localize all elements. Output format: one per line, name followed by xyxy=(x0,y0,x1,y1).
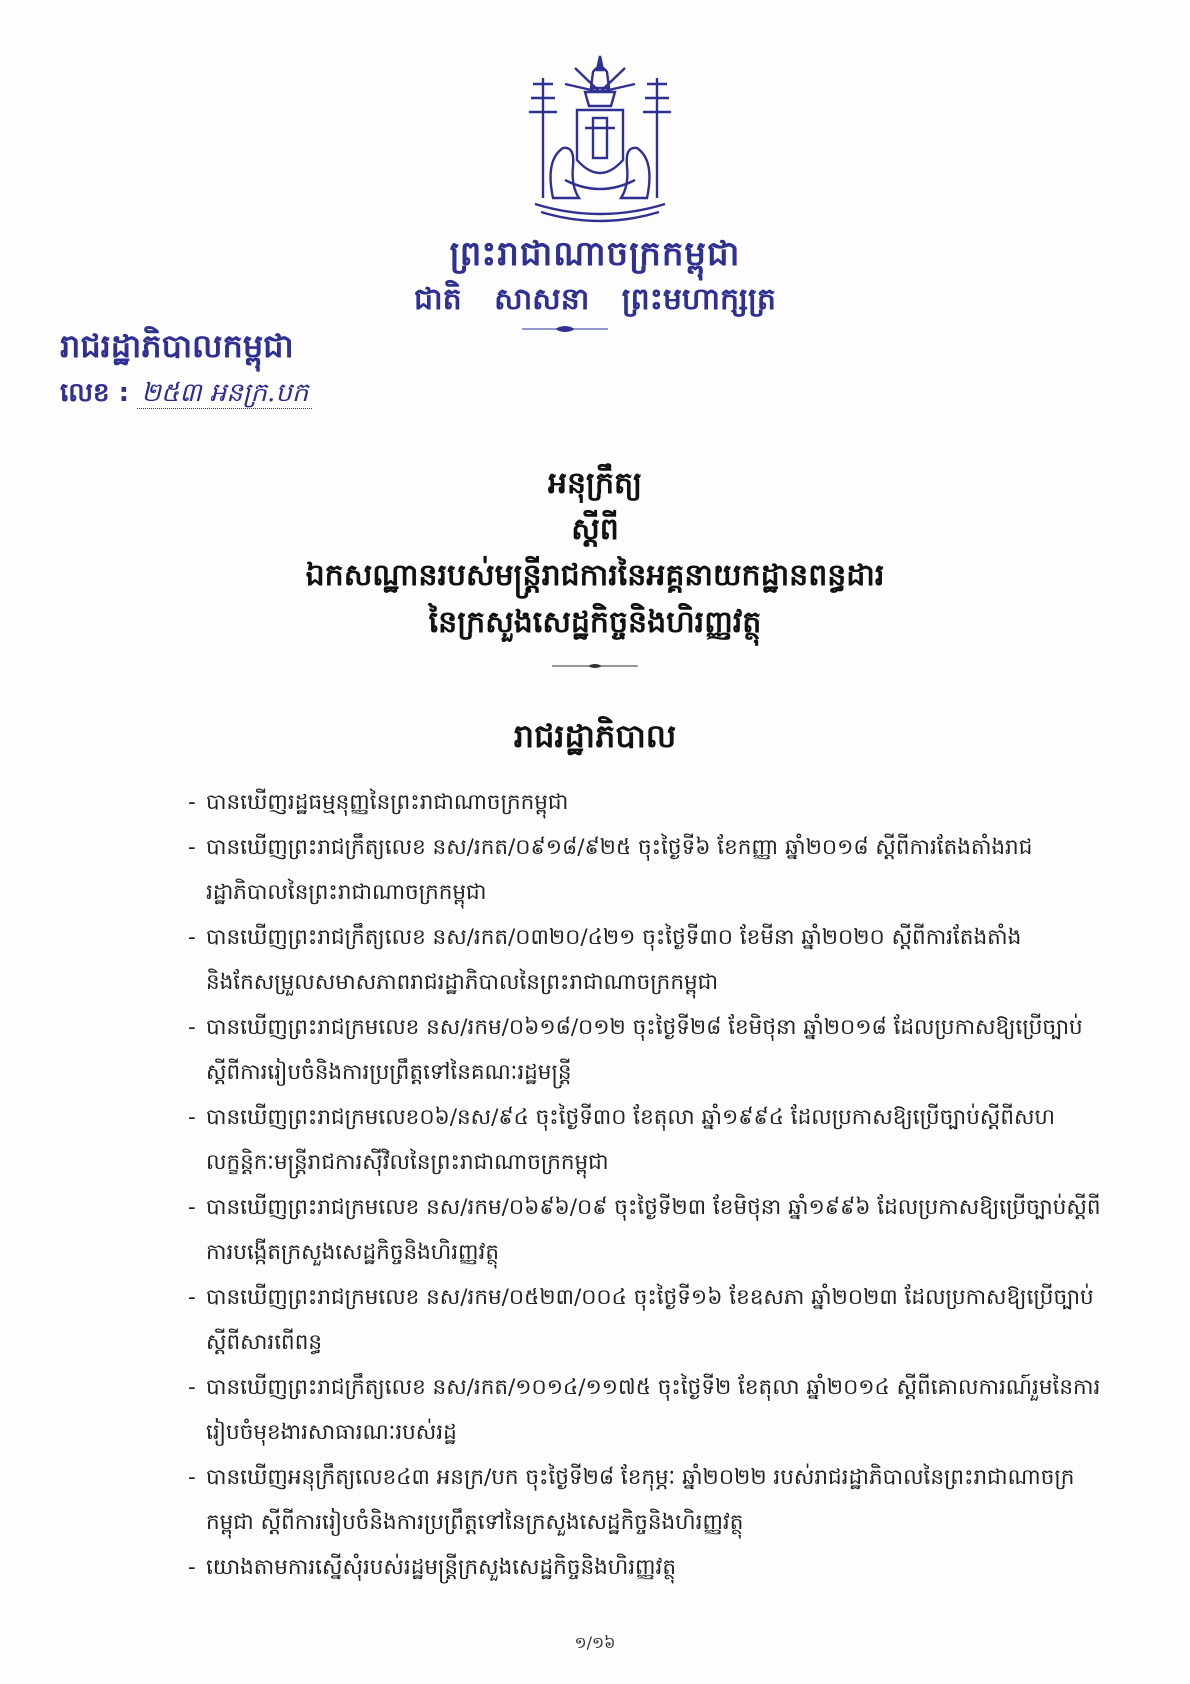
royal-arms-emblem-icon xyxy=(505,48,695,228)
document-number xyxy=(60,376,312,414)
clause-item: - បានឃើញព្រះរាជក្រមលេខ នស/រកម/០៥២៣/០០៤ ចុះថ្ងៃទី១៦ ខែឧសភា ឆ្នាំ២០២៣ ដែលប្រកាសឱ្យប្រើច្បាប់ស្តីពីសារពើពន្ធ xyxy=(188,1275,1108,1365)
number-value: ២៥៣ អនក្រ.បក xyxy=(137,378,312,409)
clause-item: - បានឃើញព្រះរាជក្រមលេខ០៦/នស/៩៤ ចុះថ្ងៃទី៣០ ខែតុលា ឆ្នាំ១៩៩៤ ដែលប្រកាសឱ្យប្រើច្បាប់ស្តីពីសហលក្ខន្តិកៈមន្ត្រីរាជការស៊ីវិលនៃព្រះរាជាណាចក្រកម្ពុជា xyxy=(188,1095,1108,1185)
preamble-clauses xyxy=(188,780,1108,1590)
clause-item: - បានឃើញព្រះរាជក្រឹត្យលេខ នស/រកត/០៣២០/៤២១ ចុះថ្ងៃទី៣០ ខែមីនា ឆ្នាំ២០២០ ស្តីពីការតែងតាំងនិងកែសម្រួលសមាសភាពរាជរដ្ឋាភិបាលនៃព្រះរាជាណាចក្រកម្ពុជា xyxy=(188,915,1108,1005)
ornament-divider-icon xyxy=(520,324,610,334)
clause-item: - បានឃើញព្រះរាជក្រឹត្យលេខ នស/រកត/១០១៤/១១៧៥ ចុះថ្ងៃទី២ ខែតុលា ឆ្នាំ២០១៤ ស្តីពីគោលការណ៍រួមនៃការរៀបចំមុខងារសាធារណៈរបស់រដ្ឋ xyxy=(188,1365,1108,1455)
clause-item: - បានឃើញព្រះរាជក្រឹត្យលេខ នស/រកត/០៩១៨/៩២៥ ចុះថ្ងៃទី៦ ខែកញ្ញា ឆ្នាំ២០១៨ ស្តីពីការតែងតាំងរាជរដ្ឋាភិបាលនៃព្រះរាជាណាចក្រកម្ពុជា xyxy=(188,825,1108,915)
clause-item: - យោងតាមការស្នើសុំរបស់រដ្ឋមន្ត្រីក្រសួងសេដ្ឋកិច្ចនិងហិរញ្ញវត្ថុ xyxy=(188,1545,1108,1590)
kingdom-name: ព្រះរាជាណាចក្រកម្ពុជា xyxy=(449,234,741,274)
clause-item: - បានឃើញរដ្ឋធម្មនុញ្ញនៃព្រះរាជាណាចក្រកម្ពុជា xyxy=(188,780,1108,825)
document-about: ស្ដីពី xyxy=(571,512,619,547)
issuing-authority: រាជរដ្ឋាភិបាលកម្ពុជា xyxy=(60,327,294,365)
clause-item: - បានឃើញអនុក្រឹត្យលេខ៤៣ អនក្រ/បក ចុះថ្ងៃទី២៨ ខែកុម្ភៈ ឆ្នាំ២០២២ របស់រាជរដ្ឋាភិបាលនៃព្រះរាជាណាចក្រកម្ពុជា ស្តីពីការរៀបចំនិងការប្រព្រឹត្តទៅនៃក្រសួងសេដ្ឋកិច្ចនិងហិរញ្ញវត្ថុ xyxy=(188,1455,1108,1545)
clause-item: - បានឃើញព្រះរាជក្រមលេខ នស/រកម/០៦៩៦/០៩ ចុះថ្ងៃទី២៣ ខែមិថុនា ឆ្នាំ១៩៩៦ ដែលប្រកាសឱ្យប្រើច្បាប់ស្តីពីការបង្កើតក្រសួងសេដ្ឋកិច្ចនិងហិរញ្ញវត្ថុ xyxy=(188,1185,1108,1275)
document-title-line-2: នៃក្រសួងសេដ្ឋកិច្ចនិងហិរញ្ញវត្ថុ xyxy=(428,605,762,640)
authority-heading: រាជរដ្ឋាភិបាល xyxy=(513,717,677,755)
document-title-line-1: ឯកសណ្ឋានរបស់មន្ត្រីរាជការនៃអគ្គនាយកដ្ឋានពន្ធដារ xyxy=(305,558,885,593)
national-motto: ជាតិ សាសនា ព្រះមហាក្សត្រ xyxy=(414,282,776,317)
document-type: អនុក្រឹត្យ xyxy=(547,466,643,501)
clause-item: - បានឃើញព្រះរាជក្រមលេខ នស/រកម/០៦១៨/០១២ ចុះថ្ងៃទី២៨ ខែមិថុនា ឆ្នាំ២០១៨ ដែលប្រកាសឱ្យប្រើច្បាប់ស្តីពីការរៀបចំនិងការប្រព្រឹត្តទៅនៃគណៈរដ្ឋមន្ត្រី xyxy=(188,1005,1108,1095)
title-divider-icon xyxy=(550,662,640,670)
number-label: លេខ : xyxy=(60,378,129,408)
page-number: ១/១៦ xyxy=(574,1633,616,1652)
